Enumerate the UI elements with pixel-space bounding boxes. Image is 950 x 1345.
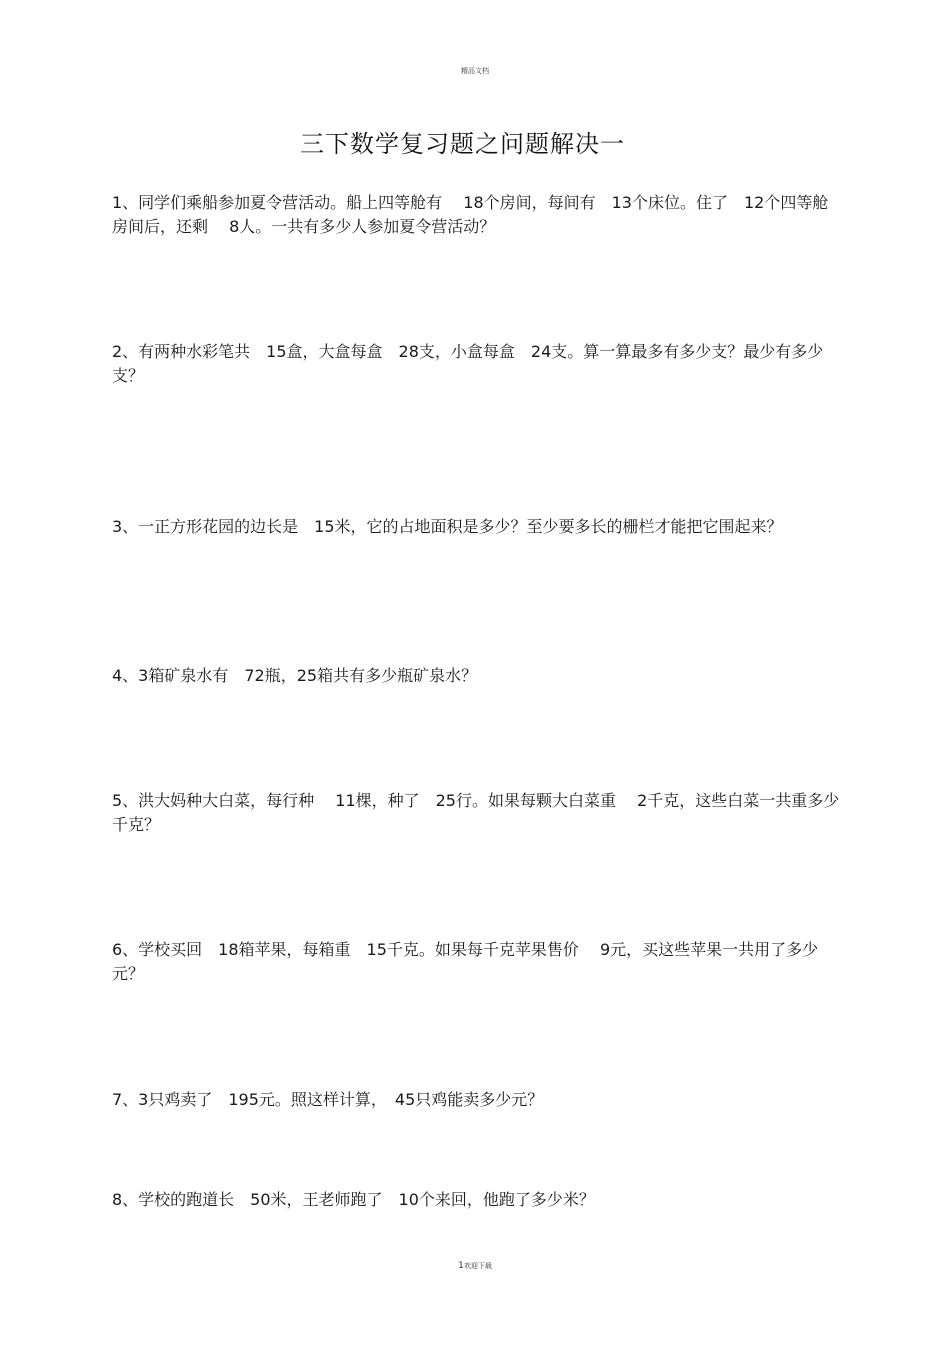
question-5: 5、洪大妈种大白菜，每行种 11棵，种了 25行。如果每颗大白菜重 2千克，这些白菜一共重多少千克？ [112, 791, 840, 834]
question-8: 8、学校的跑道长 50米，王老师跑了 10个来回，他跑了多少米？ [112, 1190, 595, 1209]
question-3: 3、一正方形花园的边长是 15米，它的占地面积是多少？至少要多长的栅栏才能把它围起来？ [112, 517, 783, 536]
question-7: 7、3只鸡卖了 195元。照这样计算， 45只鸡能卖多少元？ [112, 1090, 544, 1109]
header-watermark: 精品文档 [461, 67, 489, 75]
page-title: 三下数学复习题之问题解决一 [300, 130, 625, 158]
question-6: 6、学校买回 18箱苹果，每箱重 15千克。如果每千克苹果售价 9元，买这些苹果一共用了多少元？ [112, 940, 819, 983]
question-2: 2、有两种水彩笔共 15盒，大盒每盒 28支，小盒每盒 24支。算一算最多有多少支？最少有多少支？ [112, 342, 824, 385]
footer-text: 欢迎下载 [463, 1262, 492, 1270]
question-4: 4、3箱矿泉水有 72瓶，25箱共有多少瓶矿泉水？ [112, 666, 478, 685]
page-footer [0, 1261, 950, 1271]
question-1: 1、同学们乘船参加夏令营活动。船上四等舱有 18个房间，每间有 13个床位。住了 12个四等舱房间后，还剩 8人。一共有多少人参加夏令营活动？ [112, 193, 829, 236]
page-number: 1 [458, 1261, 464, 1271]
